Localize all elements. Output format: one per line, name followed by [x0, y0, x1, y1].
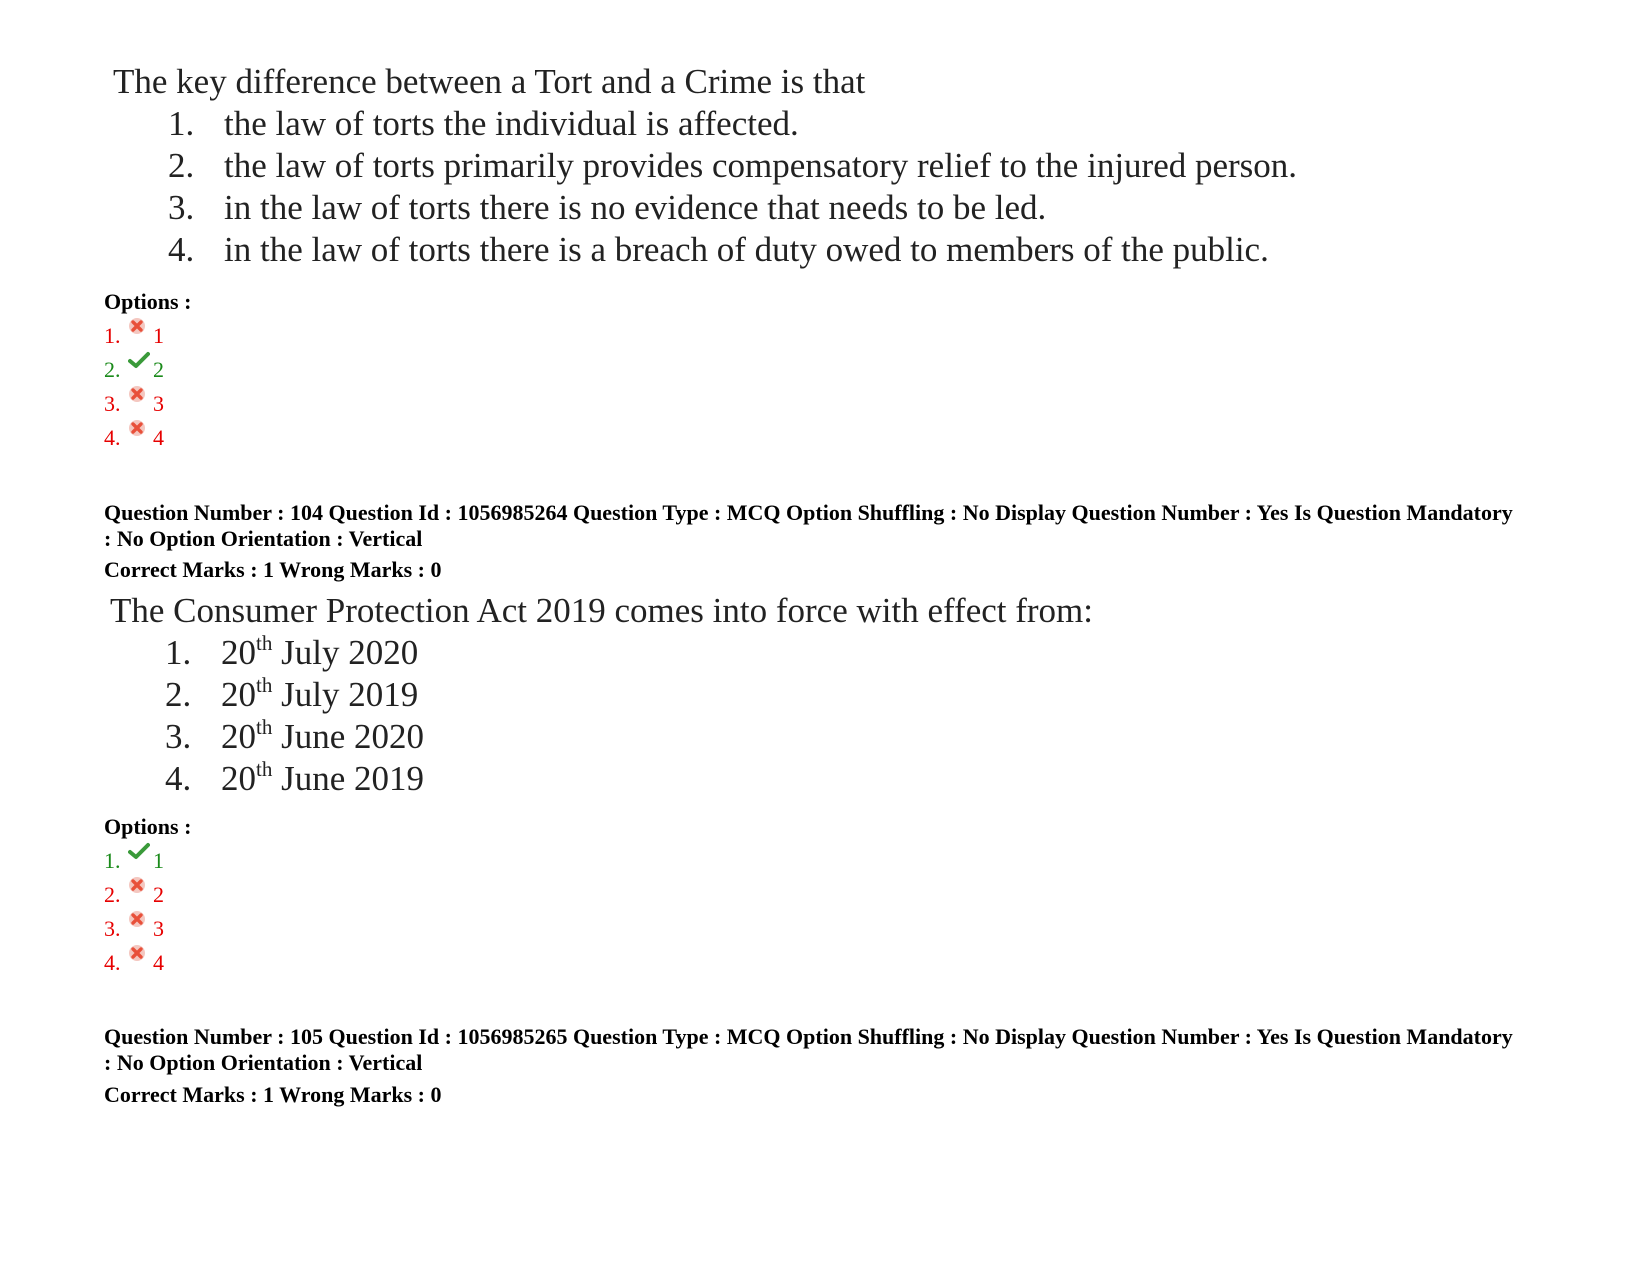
option-row: 1. 1	[104, 848, 164, 874]
question-marks: Correct Marks : 1 Wrong Marks : 0	[104, 1082, 442, 1107]
question-metadata: Question Number : 105 Question Id : 1056985265 Question Type : MCQ Option Shuffling : No Display Question Number : Yes Is Question Mandatory : No Option Orientation : Vertical	[104, 1024, 1513, 1075]
choice-item: 2. the law of torts primarily provides compensatory relief to the injured person.	[168, 146, 1298, 185]
option-row: 4. 4	[104, 950, 164, 976]
check-icon	[126, 848, 152, 868]
cross-icon	[126, 882, 152, 902]
cross-icon	[126, 391, 152, 411]
option-row: 4. 4	[104, 425, 164, 451]
choice-item: 1. 20th July 2020	[165, 631, 419, 672]
options-heading: Options :	[104, 289, 192, 314]
option-row: 3. 3	[104, 391, 164, 417]
question-stem: The key difference between a Tort and a Crime is that	[113, 62, 866, 101]
cross-icon	[126, 916, 152, 936]
cross-icon	[126, 323, 152, 343]
choice-item: 3. in the law of torts there is no evidence that needs to be led.	[168, 188, 1047, 227]
choice-item: 2. 20th July 2019	[165, 673, 419, 714]
question-choices	[113, 103, 1297, 271]
choice-item: 4. 20th June 2019	[165, 757, 424, 798]
option-row: 2. 2	[104, 357, 164, 383]
options-heading: Options :	[104, 814, 192, 839]
option-row: 1. 1	[104, 323, 164, 349]
option-row: 2. 2	[104, 882, 164, 908]
choice-item: 1. the law of torts the individual is affected.	[168, 104, 799, 143]
choice-item: 3. 20th June 2020	[165, 715, 424, 756]
question-metadata: Question Number : 104 Question Id : 1056985264 Question Type : MCQ Option Shuffling : No Display Question Number : Yes Is Question Mandatory : No Option Orientation : Vertical	[104, 500, 1513, 551]
cross-icon	[126, 425, 152, 445]
option-row: 3. 3	[104, 916, 164, 942]
check-icon	[126, 357, 152, 377]
question-choices	[110, 632, 1093, 800]
question-marks: Correct Marks : 1 Wrong Marks : 0	[104, 557, 442, 582]
choice-item: 4. in the law of torts there is a breach of duty owed to members of the public.	[168, 230, 1269, 269]
question-image-103	[113, 61, 1297, 271]
cross-icon	[126, 950, 152, 970]
question-image-104	[110, 590, 1093, 800]
question-stem: The Consumer Protection Act 2019 comes into force with effect from:	[110, 591, 1093, 630]
